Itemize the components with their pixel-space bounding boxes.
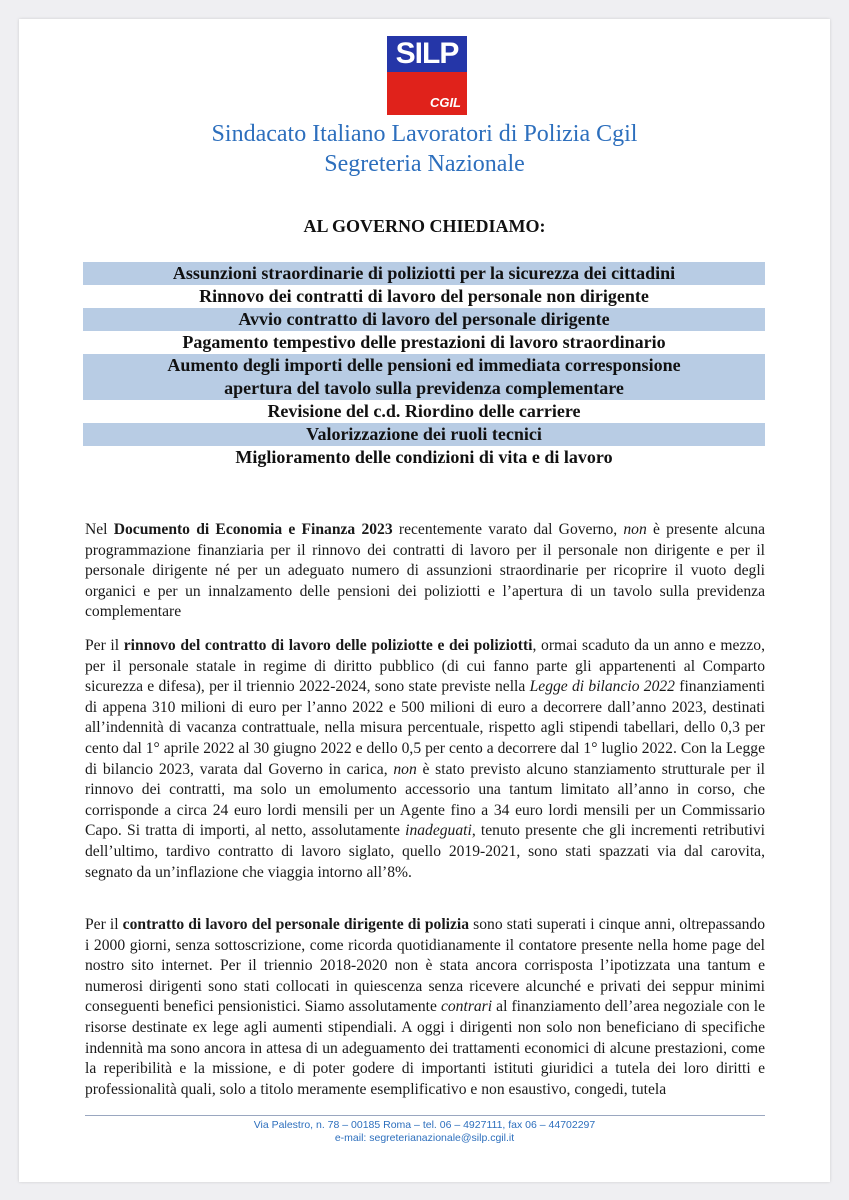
paragraph-contract-renewal: Per il rinnovo del contratto di lavoro delle poliziotte e dei poliziotti, ormai scaduto da un anno e mezzo, per il personale statale in regime di diritto pubblico (di cui fanno parte gli appartenenti al Comparto sicurezza e difesa), per il triennio 2022-2024, sono state previste nella Legge di bilancio 2022 finanziamenti di appena 310 milioni di euro per l’anno 2022 e 500 milioni di euro a decorrere dall’anno 2023, destinati all’indennità di vacanza contrattuale, nella misura percentuale, rispetto agli stipendi tabellari, dello 0,3 per cento dal 1° aprile 2022 al 30 giugno 2022 e dello 0,5 per cento a decorrere dal 1° luglio 2022. Con la Legge di bilancio 2023, varata dal Governo in carica, non è stato previsto alcuno stanziamento strutturale per il rinnovo dei contratti, ma solo un emolumento accessorio una tantum limitato all’anno in corso, che corrisponde a circa 24 euro lordi mensili per un Agente fino a 34 euro lordi mensili per un Commissario Capo. Si tratta di importi, al netto, assolutamente inadeguati, tenuto presente che gli incrementi retributivi dell’ultimo, tardivo contratto di lavoro siglato, quello 2019-2021, sono stati spazzati via dal carovita, segnato da un’inflazione che viaggia intorno all’8%. — [85, 637, 766, 881]
demands-list — [83, 262, 765, 469]
silp-cgil-logo — [387, 36, 467, 115]
org-name: Sindacato Italiano Lavoratori di Polizia Cgil — [211, 121, 638, 147]
org-subtitle: Segreteria Nazionale — [324, 151, 525, 177]
demand-item: apertura del tavolo sulla previdenza complementare — [83, 377, 765, 400]
logo-cgil-block — [387, 72, 467, 115]
demand-item: Assunzioni straordinarie di poliziotti per la sicurezza dei cittadini — [83, 262, 765, 285]
footer-divider — [85, 1115, 765, 1116]
paragraph-def-2023: Nel Documento di Economia e Finanza 2023 recentemente varato dal Governo, non è presente alcuna programmazione finanziaria per il rinnovo dei contratti di lavoro per il personale non dirigente e per il personale dirigente né per un adeguato numero di assunzioni straordinarie per ricoprire il vuoto degli organici e per un innalzamento delle pensioni dei poliziotti e l’apertura di un tavolo sulla previdenza complementare — [85, 521, 766, 621]
paragraph-dirigenti-contract: Per il contratto di lavoro del personale dirigente di polizia sono stati superati i cinque anni, oltrepassando i 2000 giorni, senza sottoscrizione, come ricorda quotidianamente il contatore presente nella home page del nostro sito internet. Per il triennio 2018-2020 non è stata ancora corrisposta l’ipotizzata una tantum e numerosi dirigenti sono stati collocati in quiescenza senza ricevere alcunché e privati dei seppur minimi conseguenti benefici pensionistici. Siamo assolutamente contrari al finanziamento dell’area negoziale con le risorse destinate ex lege agli aumenti stipendiali. A oggi i dirigenti non solo non beneficiano di specifiche indennità ma sono ancora in attesa di un adeguamento dei trattamenti economici di alcune prestazioni, come la reperibilità e la missione, e di poter godere di importanti istituti giuridici a tutela dei loro diritti e professionalità quali, solo a titolo meramente esemplificativo e non esaustivo, congedi, tutela — [85, 916, 766, 1098]
footer-email: e-mail: segreterianazionale@silp.cgil.it — [334, 1132, 515, 1144]
demands-title: AL GOVERNO CHIEDIAMO: — [303, 216, 546, 236]
demand-item: Aumento degli importi delle pensioni ed immediata corresponsione — [83, 354, 765, 377]
document-page — [19, 19, 830, 1182]
logo-silp-text: SILP — [387, 36, 467, 72]
footer-address: Via Palestro, n. 78 – 00185 Roma – tel. 06 – 4927111, fax 06 – 44702297 — [253, 1119, 596, 1131]
demand-item: Revisione del c.d. Riordino delle carriere — [267, 401, 581, 421]
demand-item: Valorizzazione dei ruoli tecnici — [83, 423, 765, 446]
demand-item: Rinnovo dei contratti di lavoro del personale non dirigente — [199, 286, 649, 306]
demand-item: Pagamento tempestivo delle prestazioni di lavoro straordinario — [182, 332, 666, 352]
demand-item: Miglioramento delle condizioni di vita e di lavoro — [235, 447, 613, 467]
logo-cgil-text: CGIL — [429, 95, 461, 110]
demand-item: Avvio contratto di lavoro del personale dirigente — [83, 308, 765, 331]
